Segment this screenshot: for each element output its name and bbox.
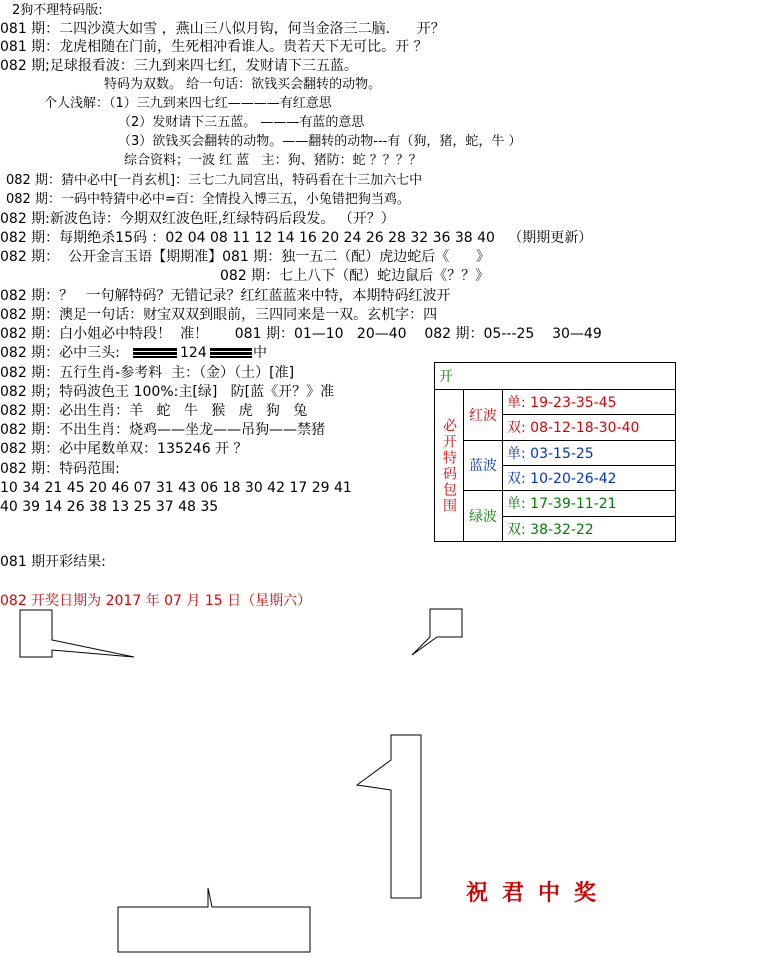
table-header: 开 xyxy=(435,363,676,390)
callout-right-top xyxy=(412,609,462,655)
text-line: 081 期：龙虎相随在门前，生死相冲看谁人。贵若天下无可比。开 ？ xyxy=(0,39,428,55)
text-line: 082 期：每期绝杀15码 ：02 04 08 11 12 14 16 20 24 26 28 32 36 38 40 （期期更新） xyxy=(0,230,593,246)
text-line: 082 期；特码波色王 100%:主[绿] 防[蓝《开？》准 xyxy=(0,384,335,400)
text-line: 082 期：必出生肖：羊 蛇 牛 猴 虎 狗 兔 xyxy=(0,403,308,419)
draw-date: 082 开奖日期为 2017 年 07 月 15 日（星期六） xyxy=(0,593,312,609)
text-line: 10 34 21 45 20 46 07 31 43 06 18 30 42 17 29 41 xyxy=(0,480,352,496)
text-line: 082 期：白小姐必中特段！ 准！ 081 期：01—10 20—40 082 期：05---25 30—49 xyxy=(0,326,602,342)
callout-vertical xyxy=(357,735,421,898)
green-double: 双: 38-32-22 xyxy=(503,516,676,541)
text-line: 082 期：五行生肖-参考料 主：（金）（土）[准] xyxy=(0,365,295,381)
text-line: 40 39 14 26 38 13 25 37 48 35 xyxy=(0,499,219,515)
text-line: 082 期： 公开金言玉语【期期准】081 期：独一五二（配）虎边蛇后《 》 xyxy=(0,249,490,265)
text-line: 综合资料；一波 红 蓝 主：狗、猪防：蛇 ？？？？ xyxy=(124,153,422,168)
side-label: 必开特码包围 xyxy=(435,390,464,542)
good-luck-text: 祝君中奖 xyxy=(466,881,611,906)
text-line: 082 期：澳足一句话：财宝双双到眼前，三四同来是一双。玄机字：四 xyxy=(0,307,438,323)
text-line: 124 xyxy=(180,345,207,361)
text-line: 082 期：不出生肖：烧鸡——坐龙——吊狗——禁猪 xyxy=(0,422,326,438)
blue-double: 双: 10-20-26-42 xyxy=(503,465,676,490)
callout-left xyxy=(20,610,134,657)
text-line: 081 期：二四沙漠大如雪 ，燕山三八似月钩，何当金洛三二脑. 开？ xyxy=(0,21,445,37)
text-line: 082 期：猜中必中[一肖玄机]：三七二九同宫出，特码看在十三加六七中 xyxy=(6,173,423,188)
text-line: 082 期：必中尾数单双：135246 开 ？ xyxy=(0,441,248,457)
blue-wave-label: 蓝波 xyxy=(464,440,503,491)
text-line: 082 期：七上八下（配）蛇边鼠后《？？》 xyxy=(220,268,490,284)
bar-block xyxy=(133,348,177,358)
blue-single: 单: 03-15-25 xyxy=(503,440,676,465)
red-single: 单: 19-23-35-45 xyxy=(503,390,676,415)
text-line: 个人浅解：（1）三九到来四七红————有红意思 xyxy=(44,96,332,111)
bar-block xyxy=(210,348,252,358)
red-double: 双: 08-12-18-30-40 xyxy=(503,415,676,440)
text-line: 081 期开彩结果: xyxy=(0,554,106,570)
text-line: 082 期：特码范围: xyxy=(0,461,120,477)
page-title: 2狗不理特码版: xyxy=(12,3,103,18)
text-line: 082 期;足球报看波：三九到来四七红，发财请下三五蓝。 xyxy=(0,58,358,74)
green-wave-label: 绿波 xyxy=(464,491,503,542)
text-line: 082 期：？ 一句解特码？无错记录？红红蓝蓝来中特，本期特码红波开 xyxy=(0,288,451,304)
text-line: 特码为双数。 给一句话：欲钱买会翻转的动物。 xyxy=(104,77,382,92)
green-single: 单: 17-39-11-21 xyxy=(503,491,676,516)
callout-bottom xyxy=(118,888,310,952)
text-line: 中 xyxy=(253,345,267,361)
text-line: 082 期：必中三头: xyxy=(0,345,120,361)
text-line: 082 期:新波色诗：今期双红波色旺,红绿特码后段发。 （开？） xyxy=(0,211,395,227)
text-line: （3）欲钱买会翻转的动物。——翻转的动物---有（狗，猪，蛇，牛 ） xyxy=(118,134,522,149)
red-wave-label: 红波 xyxy=(464,390,503,441)
text-line: 082 期：一码中特猜中必中=百：全情投入博三五，小兔错把狗当鸡。 xyxy=(6,192,410,207)
wave-table xyxy=(434,362,676,542)
text-line: （2）发财请下三五蓝。 ———有蓝的意思 xyxy=(118,115,365,130)
